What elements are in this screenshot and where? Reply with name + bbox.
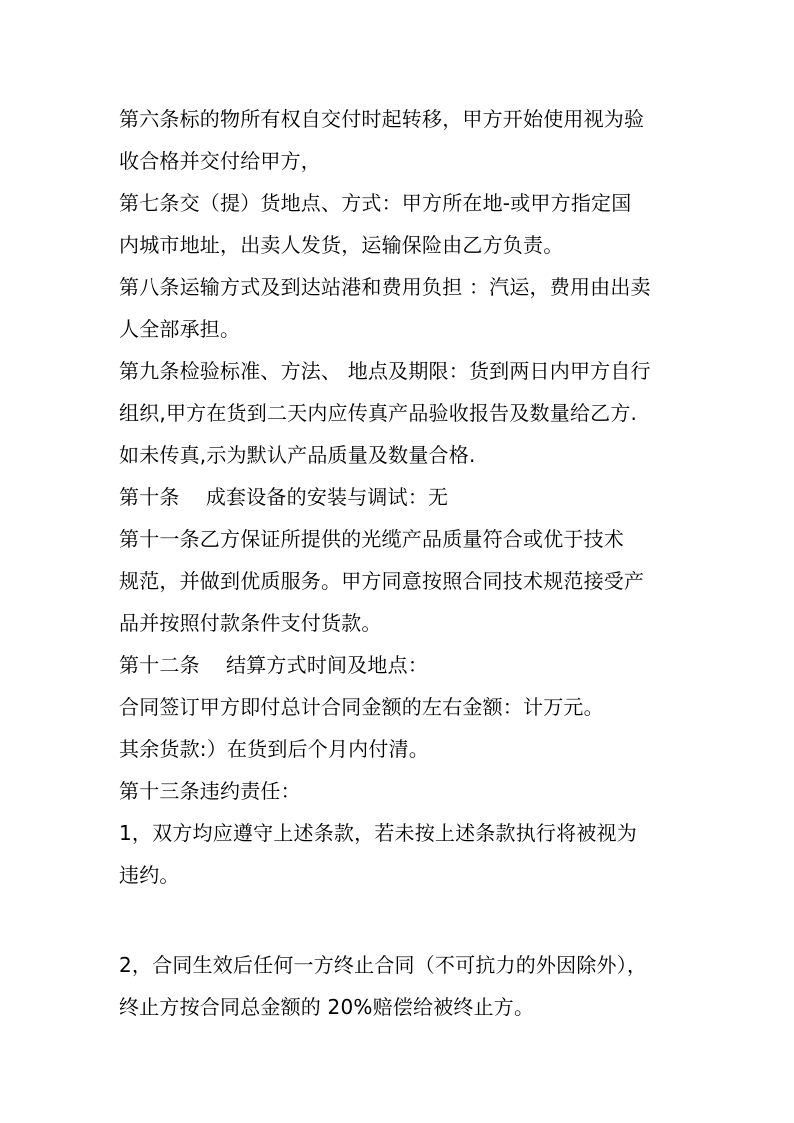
clause-8-line-1: 第八条运输方式及到达站港和费用负担 ：汽运，费用由出卖 — [119, 275, 651, 299]
clause-6-line-2: 收合格并交付给甲方， — [119, 149, 321, 173]
clause-7-line-1: 第七条交（提）货地点、方式：甲方所在地-或甲方指定国 — [119, 191, 632, 215]
clause-13-item-2-line-1: 2，合同生效后任何一方终止合同（不可抗力的外因除外）， — [119, 953, 648, 977]
clause-6-line-1: 第六条标的物所有权自交付时起转移，甲方开始使用视为验 — [119, 107, 645, 131]
clause-12-line-2: 合同签订甲方即付总计合同金额的左右金额：计万元。 — [119, 695, 604, 719]
clause-9-line-3: 如未传真,示为默认产品质量及数量合格. — [119, 443, 476, 467]
clause-12-line-1: 第十二条 结算方式时间及地点： — [119, 653, 429, 677]
clause-12-line-3: 其余货款:）在货到后个月内付清。 — [119, 737, 429, 761]
clause-11-line-3: 品并按照付款条件支付货款。 — [119, 611, 382, 635]
clause-13-item-1-line-1: 1，双方均应遵守上述条款，若未按上述条款执行将被视为 — [119, 821, 637, 845]
clause-7-line-2: 内城市地址，出卖人发货，运输保险由乙方负责。 — [119, 233, 564, 257]
clause-10-line-1: 第十条 成套设备的安装与调试：无 — [119, 485, 449, 509]
clause-13-heading: 第十三条违约责任： — [119, 779, 301, 803]
blank-line — [119, 896, 689, 944]
clause-11-line-1: 第十一条乙方保证所提供的光缆产品质量符合或优于技术 — [119, 527, 624, 551]
clause-13-item-2-line-2: 终止方按合同总金额的 20%赔偿给被终止方。 — [119, 995, 535, 1019]
clause-13-item-1-line-2: 违约。 — [119, 863, 180, 887]
clause-9-line-1: 第九条检验标准、方法、 地点及期限：货到两日内甲方自行 — [119, 359, 651, 383]
contract-body — [119, 98, 689, 1028]
clause-8-line-2: 人全部承担。 — [119, 317, 241, 341]
clause-9-line-2: 组织,甲方在货到二天内应传真产品验收报告及数量给乙方. — [119, 401, 638, 425]
clause-11-line-2: 规范，并做到优质服务。甲方同意按照合同技术规范接受产 — [119, 569, 645, 593]
